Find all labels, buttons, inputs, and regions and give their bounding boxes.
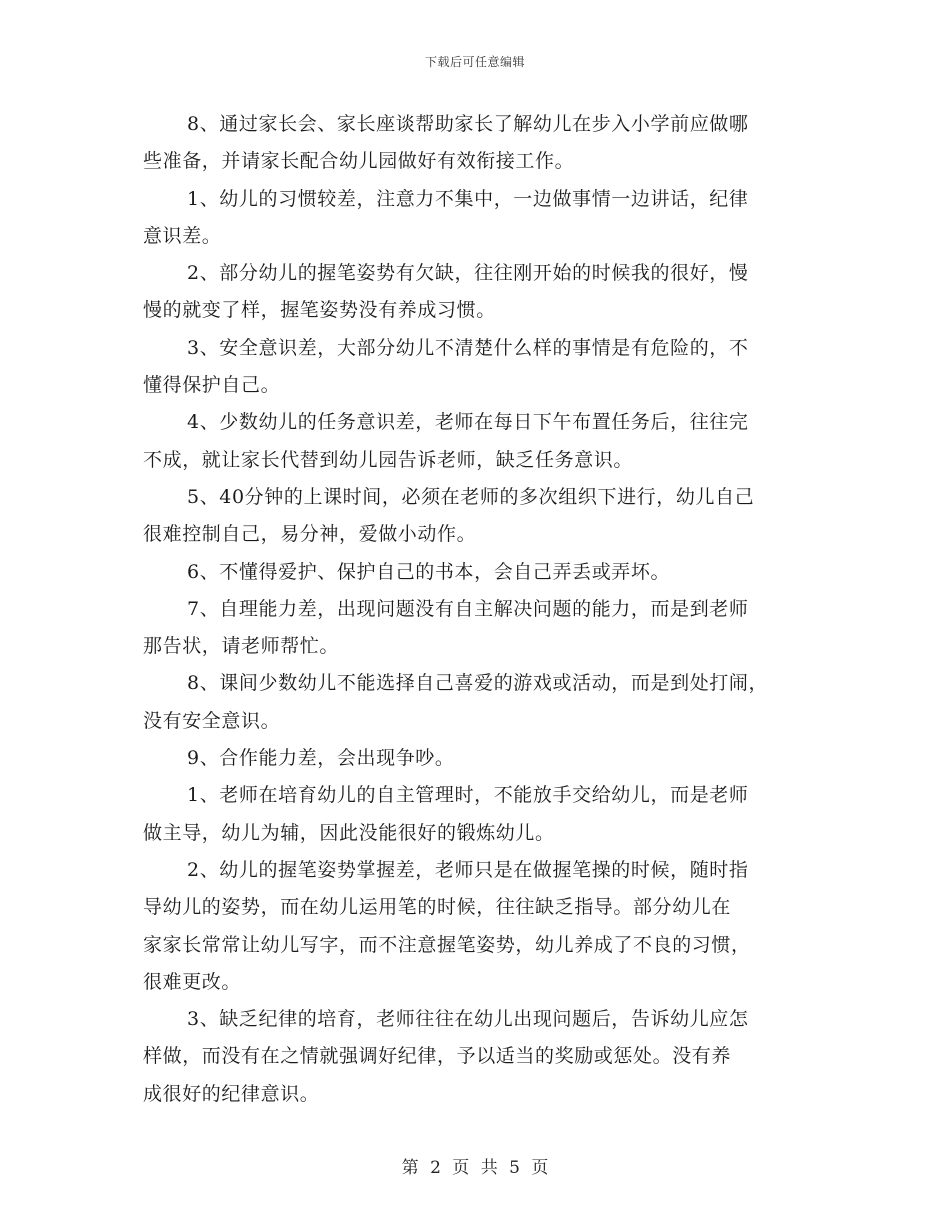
issue-9-line-1: 9、合作能力差，会出现争吵。 [187, 747, 455, 770]
body-text [143, 106, 811, 1113]
issue-4-line-1: 4、少数幼儿的任务意识差，老师在每日下午布置任务后，往往完 [187, 411, 749, 434]
cause-3-line-2: 样做，而没有在之情就强调好纪律，予以适当的奖励或惩处。没有养 [143, 1045, 732, 1068]
paragraph-8-line-1: 8、通过家长会、家长座谈帮助家长了解幼儿在步入小学前应做哪 [187, 113, 749, 135]
issue-5-line-1: 5、40分钟的上课时间，必须在老师的多次组织下进行，幼儿自己 [187, 485, 755, 508]
cause-2-line-4: 很难更改。 [143, 970, 242, 993]
issue-8-line-2: 没有安全意识。 [143, 709, 281, 732]
issue-1-line-1: 1、幼儿的习惯较差，注意力不集中，一边做事情一边讲话，纪律 [187, 187, 749, 210]
issue-2-line-2: 慢的就变了样，握笔姿势没有养成习惯。 [143, 299, 496, 322]
issue-8-line-1: 8、课间少数幼儿不能选择自己喜爱的游戏或活动，而是到处打闹， [187, 672, 769, 695]
issue-7-line-1: 7、自理能力差，出现问题没有自主解决问题的能力，而是到老师 [187, 597, 749, 620]
cause-2-line-3: 家家长常常让幼儿写字，而不注意握笔姿势，幼儿养成了不良的习惯， [143, 933, 751, 956]
issue-6-line-1: 6、不懂得爱护、保护自己的书本，会自己弄丢或弄坏。 [187, 560, 671, 583]
cause-2-line-1: 2、幼儿的握笔姿势掌握差，老师只是在做握笔操的时候，随时指 [187, 858, 749, 881]
issue-2-line-1: 2、部分幼儿的握笔姿势有欠缺，往往刚开始的时候我的很好，慢 [187, 262, 749, 285]
issue-3-line-1: 3、安全意识差，大部分幼儿不清楚什么样的事情是有危险的，不 [187, 336, 749, 359]
cause-3-line-3: 成很好的纪律意识。 [143, 1082, 320, 1105]
cause-1-line-1: 1、老师在培育幼儿的自主管理时，不能放手交给幼儿，而是老师 [187, 784, 749, 807]
cause-1-line-2: 做主导，幼儿为辅，因此没能很好的锻炼幼儿。 [143, 821, 555, 844]
page-number-footer: 第 2 页 共 5 页 [401, 1158, 549, 1178]
issue-1-line-2: 意识差。 [143, 224, 222, 247]
header-note: 下载后可任意编辑 [424, 55, 525, 69]
issue-7-line-2: 那告状，请老师帮忙。 [143, 635, 340, 658]
issue-4-line-2: 不成，就让家长代替到幼儿园告诉老师，缺乏任务意识。 [143, 448, 634, 471]
cause-2-line-2: 导幼儿的姿势，而在幼儿运用笔的时候，往往缺乏指导。部分幼儿在 [143, 896, 732, 919]
paragraph-8-line-2: 些准备，并请家长配合幼儿园做好有效衔接工作。 [143, 150, 575, 173]
issue-3-line-2: 懂得保护自己。 [143, 374, 281, 397]
cause-3-line-1: 3、缺乏纪律的培育，老师往往在幼儿出现问题后，告诉幼儿应怎 [187, 1008, 749, 1031]
issue-5-line-2: 很难控制自己，易分神，爱做小动作。 [143, 523, 477, 546]
